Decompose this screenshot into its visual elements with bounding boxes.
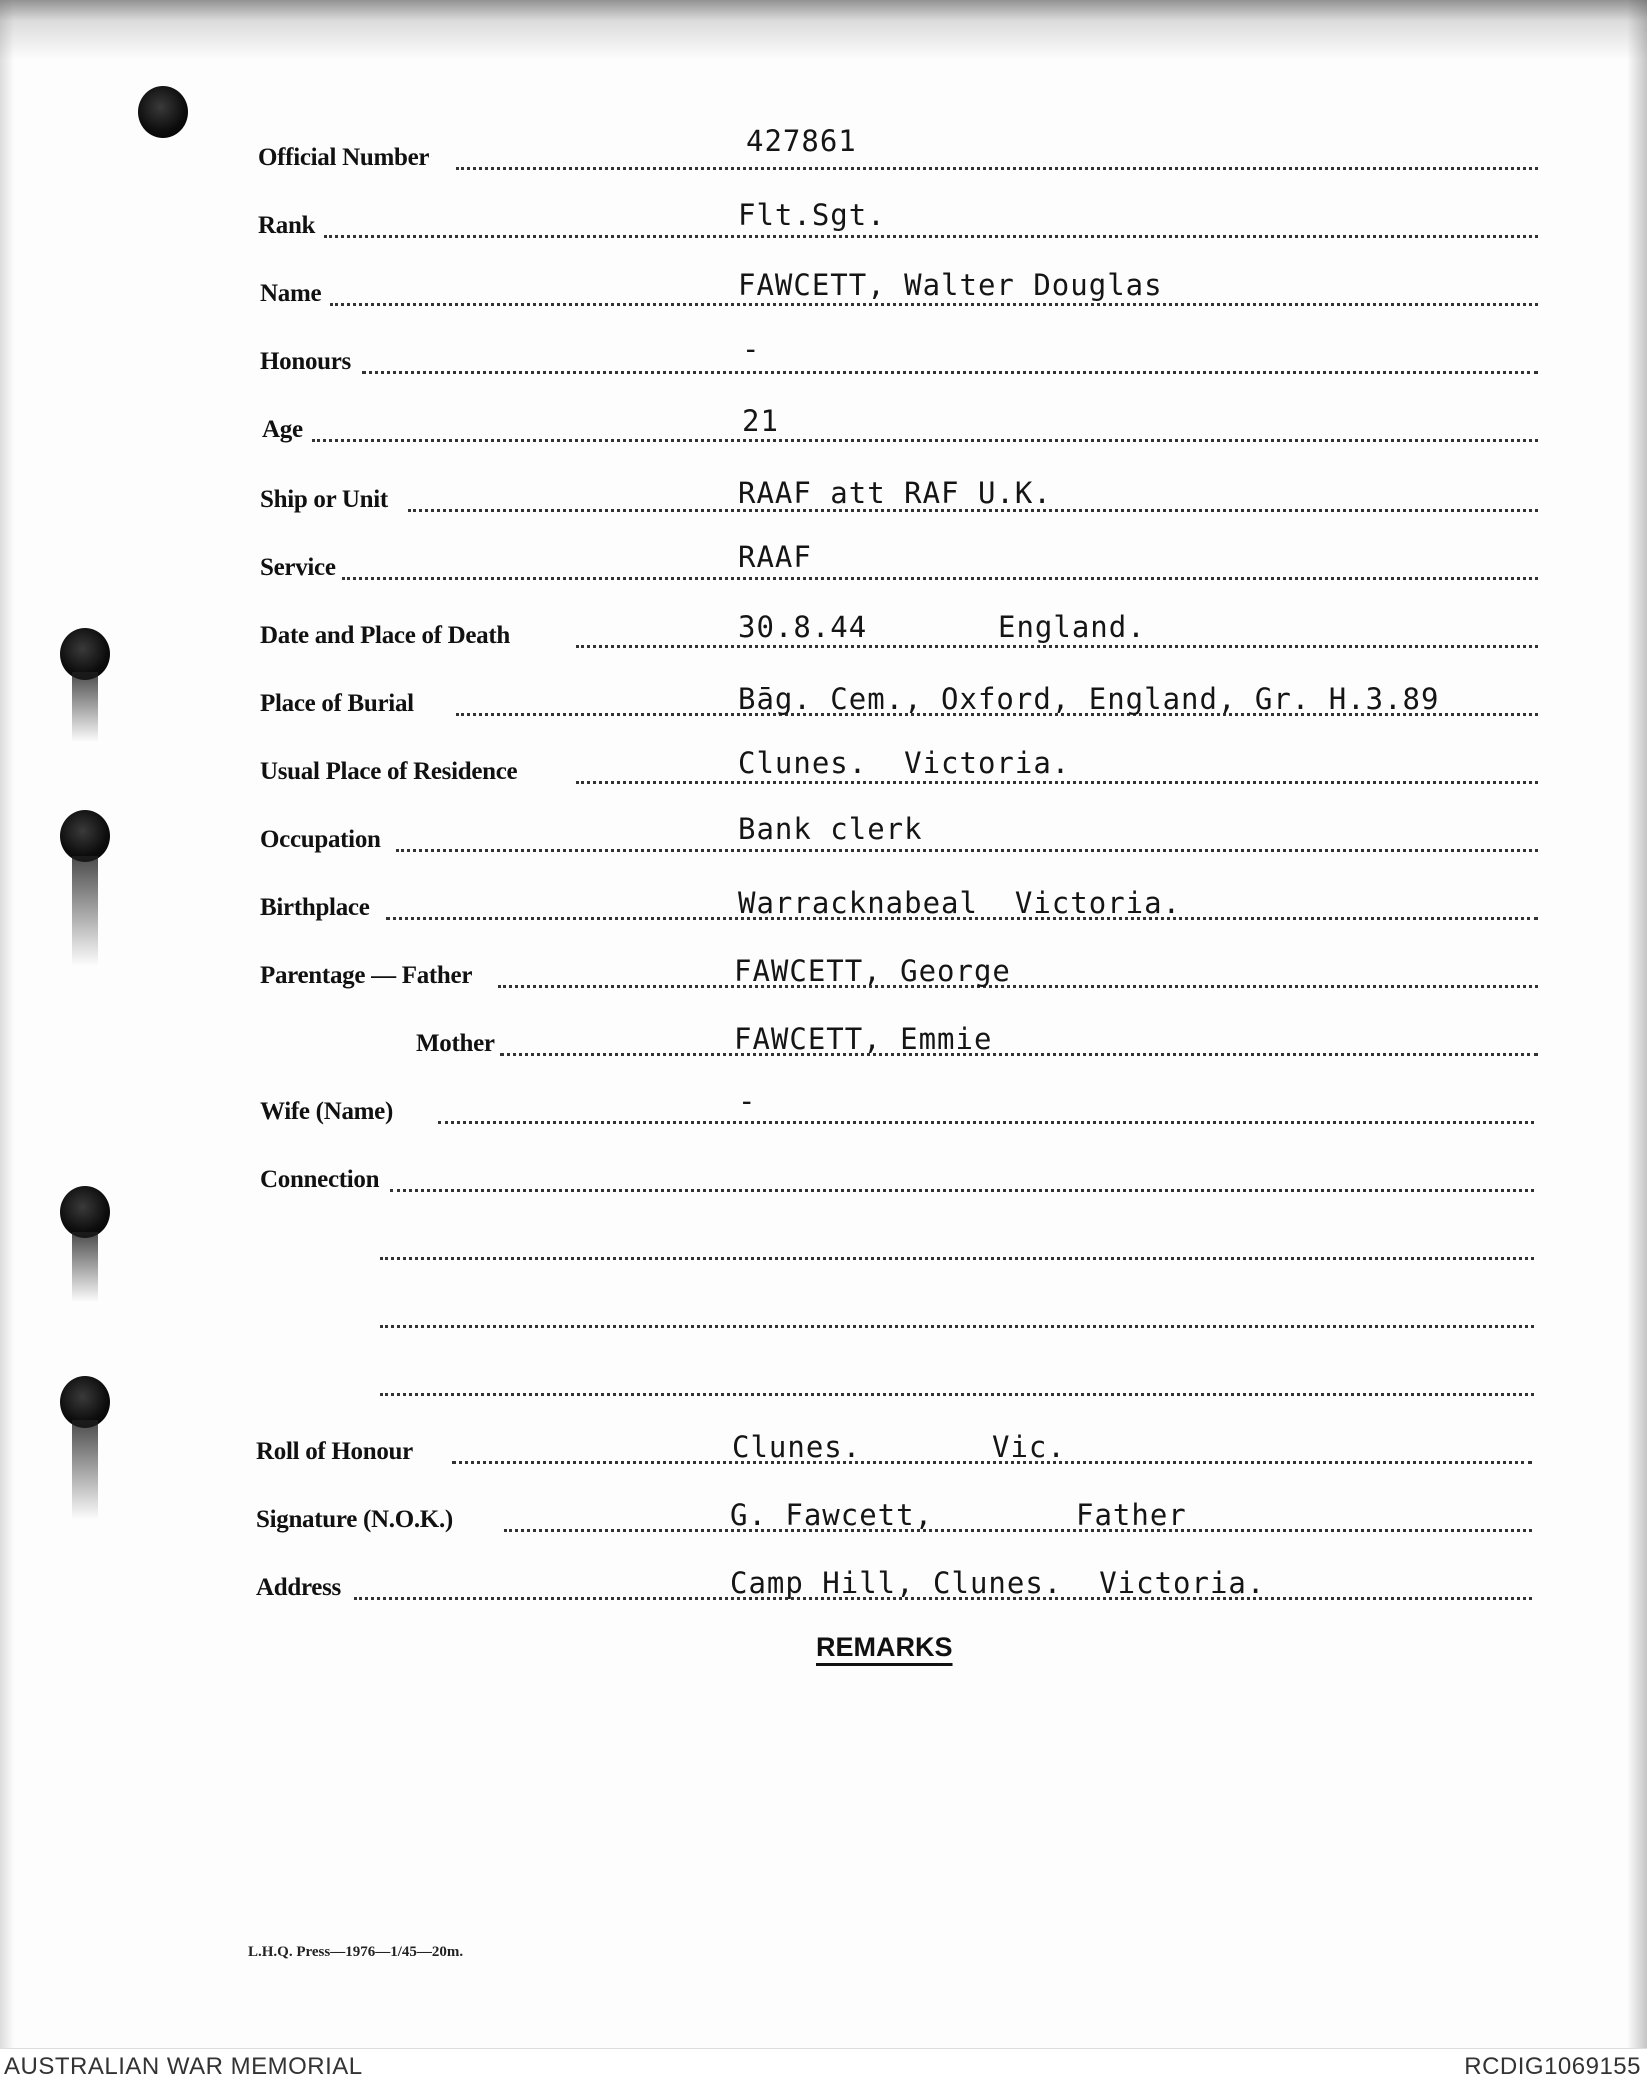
field-place-of-burial (258, 682, 1538, 722)
field-label: Place of Burial (260, 690, 414, 717)
field-address (256, 1566, 1532, 1606)
field-label: Wife (Name) (260, 1098, 393, 1125)
dotted-line (500, 1053, 1538, 1056)
punch-hole-trail (72, 1232, 98, 1302)
field-value: 427861 (746, 124, 857, 158)
field-value: FAWCETT, Walter Douglas (738, 268, 1163, 302)
field-value: Bāg. Cem., Oxford, England, Gr. H.3.89 (738, 682, 1440, 716)
dotted-line (312, 439, 1538, 442)
field-label: Signature (N.O.K.) (256, 1506, 453, 1533)
field-value: 21 (742, 404, 779, 438)
field-label: Birthplace (260, 894, 370, 921)
field-value: RAAF att RAF U.K. (738, 476, 1052, 510)
field-rank (258, 198, 1538, 244)
scan-shadow-left (0, 0, 14, 2048)
field-label: Parentage — Father (260, 962, 473, 989)
roll-state-value: Vic. (992, 1430, 1066, 1464)
field-parentage-father (258, 954, 1538, 994)
field-label: Name (260, 280, 322, 307)
field-honours (258, 332, 1538, 380)
dotted-line (362, 371, 1538, 374)
dotted-line (504, 1529, 1532, 1532)
archive-name: AUSTRALIAN WAR MEMORIAL (4, 2053, 363, 2080)
field-value: RAAF (738, 540, 812, 574)
field-value: FAWCETT, Emmie (734, 1022, 993, 1056)
punch-hole-icon (60, 1186, 110, 1238)
field-label: Mother (416, 1030, 495, 1057)
field-wife-name (258, 1084, 1534, 1130)
archive-footer (0, 2048, 1647, 2083)
dotted-line (456, 167, 1538, 170)
dotted-line (576, 645, 1538, 648)
field-value: Camp Hill, Clunes. Victoria. (730, 1566, 1266, 1600)
field-occupation (258, 812, 1538, 858)
field-label: Date and Place of Death (260, 622, 510, 649)
punch-hole-icon (60, 810, 110, 862)
dotted-line (438, 1121, 1534, 1124)
field-label: Ship or Unit (260, 486, 388, 513)
connection-continuation-line (380, 1226, 1534, 1266)
field-label: Honours (260, 348, 351, 375)
field-label: Service (260, 554, 336, 581)
archive-record-id: RCDIG1069155 (1464, 2053, 1641, 2080)
field-name (258, 268, 1538, 312)
field-roll-of-honour (256, 1430, 1532, 1470)
field-label: Age (262, 416, 303, 443)
field-value: FAWCETT, George (734, 954, 1011, 988)
death-date-value: 30.8.44 (738, 610, 868, 644)
dotted-line (380, 1325, 1534, 1328)
field-official-number (258, 124, 1538, 176)
field-usual-place-of-residence (258, 746, 1538, 790)
field-value: Clunes. Victoria. (738, 746, 1071, 780)
field-label: Usual Place of Residence (260, 758, 518, 785)
field-label: Roll of Honour (256, 1438, 413, 1465)
punch-hole-trail (72, 1420, 98, 1520)
connection-continuation-line (380, 1294, 1534, 1334)
death-place-value: England. (998, 610, 1146, 644)
field-value: - (742, 332, 761, 366)
field-ship-or-unit (258, 478, 1538, 518)
field-label: Rank (258, 212, 316, 239)
field-date-and-place-of-death (258, 610, 1538, 654)
dotted-line (498, 985, 1538, 988)
field-parentage-mother (258, 1022, 1538, 1062)
field-label: Connection (260, 1166, 380, 1193)
punch-hole-trail (72, 672, 98, 742)
field-value: Bank clerk (738, 812, 923, 846)
signature-relation-value: Father (1076, 1498, 1187, 1532)
dotted-line (396, 849, 1538, 852)
field-value: Warracknabeal Victoria. (738, 886, 1182, 920)
roll-place-value: Clunes. (732, 1430, 862, 1464)
dotted-line (330, 303, 1538, 306)
field-service (258, 540, 1538, 586)
scan-shadow-top (0, 0, 1647, 60)
dotted-line (390, 1189, 1534, 1192)
signature-name-value: G. Fawcett, (730, 1498, 934, 1532)
field-connection (258, 1158, 1534, 1198)
punch-hole-trail (72, 856, 98, 966)
field-label: Address (256, 1574, 341, 1601)
dotted-line (324, 235, 1538, 238)
punch-hole-icon (138, 86, 188, 138)
field-signature-nok (256, 1498, 1532, 1538)
dotted-line (576, 781, 1538, 784)
field-value: - (738, 1084, 757, 1118)
dotted-line (380, 1393, 1534, 1396)
field-birthplace (258, 886, 1538, 926)
scan-shadow-right (1627, 0, 1647, 2048)
connection-continuation-line (380, 1362, 1534, 1402)
field-value: Flt.Sgt. (738, 198, 886, 232)
field-label: Occupation (260, 826, 381, 853)
remarks-heading: REMARKS (816, 1632, 953, 1662)
field-age (258, 404, 1538, 448)
field-label: Official Number (258, 144, 430, 171)
printer-imprint: L.H.Q. Press—1976—1/45—20m. (248, 1944, 464, 1960)
dotted-line (380, 1257, 1534, 1260)
dotted-line (342, 577, 1538, 580)
